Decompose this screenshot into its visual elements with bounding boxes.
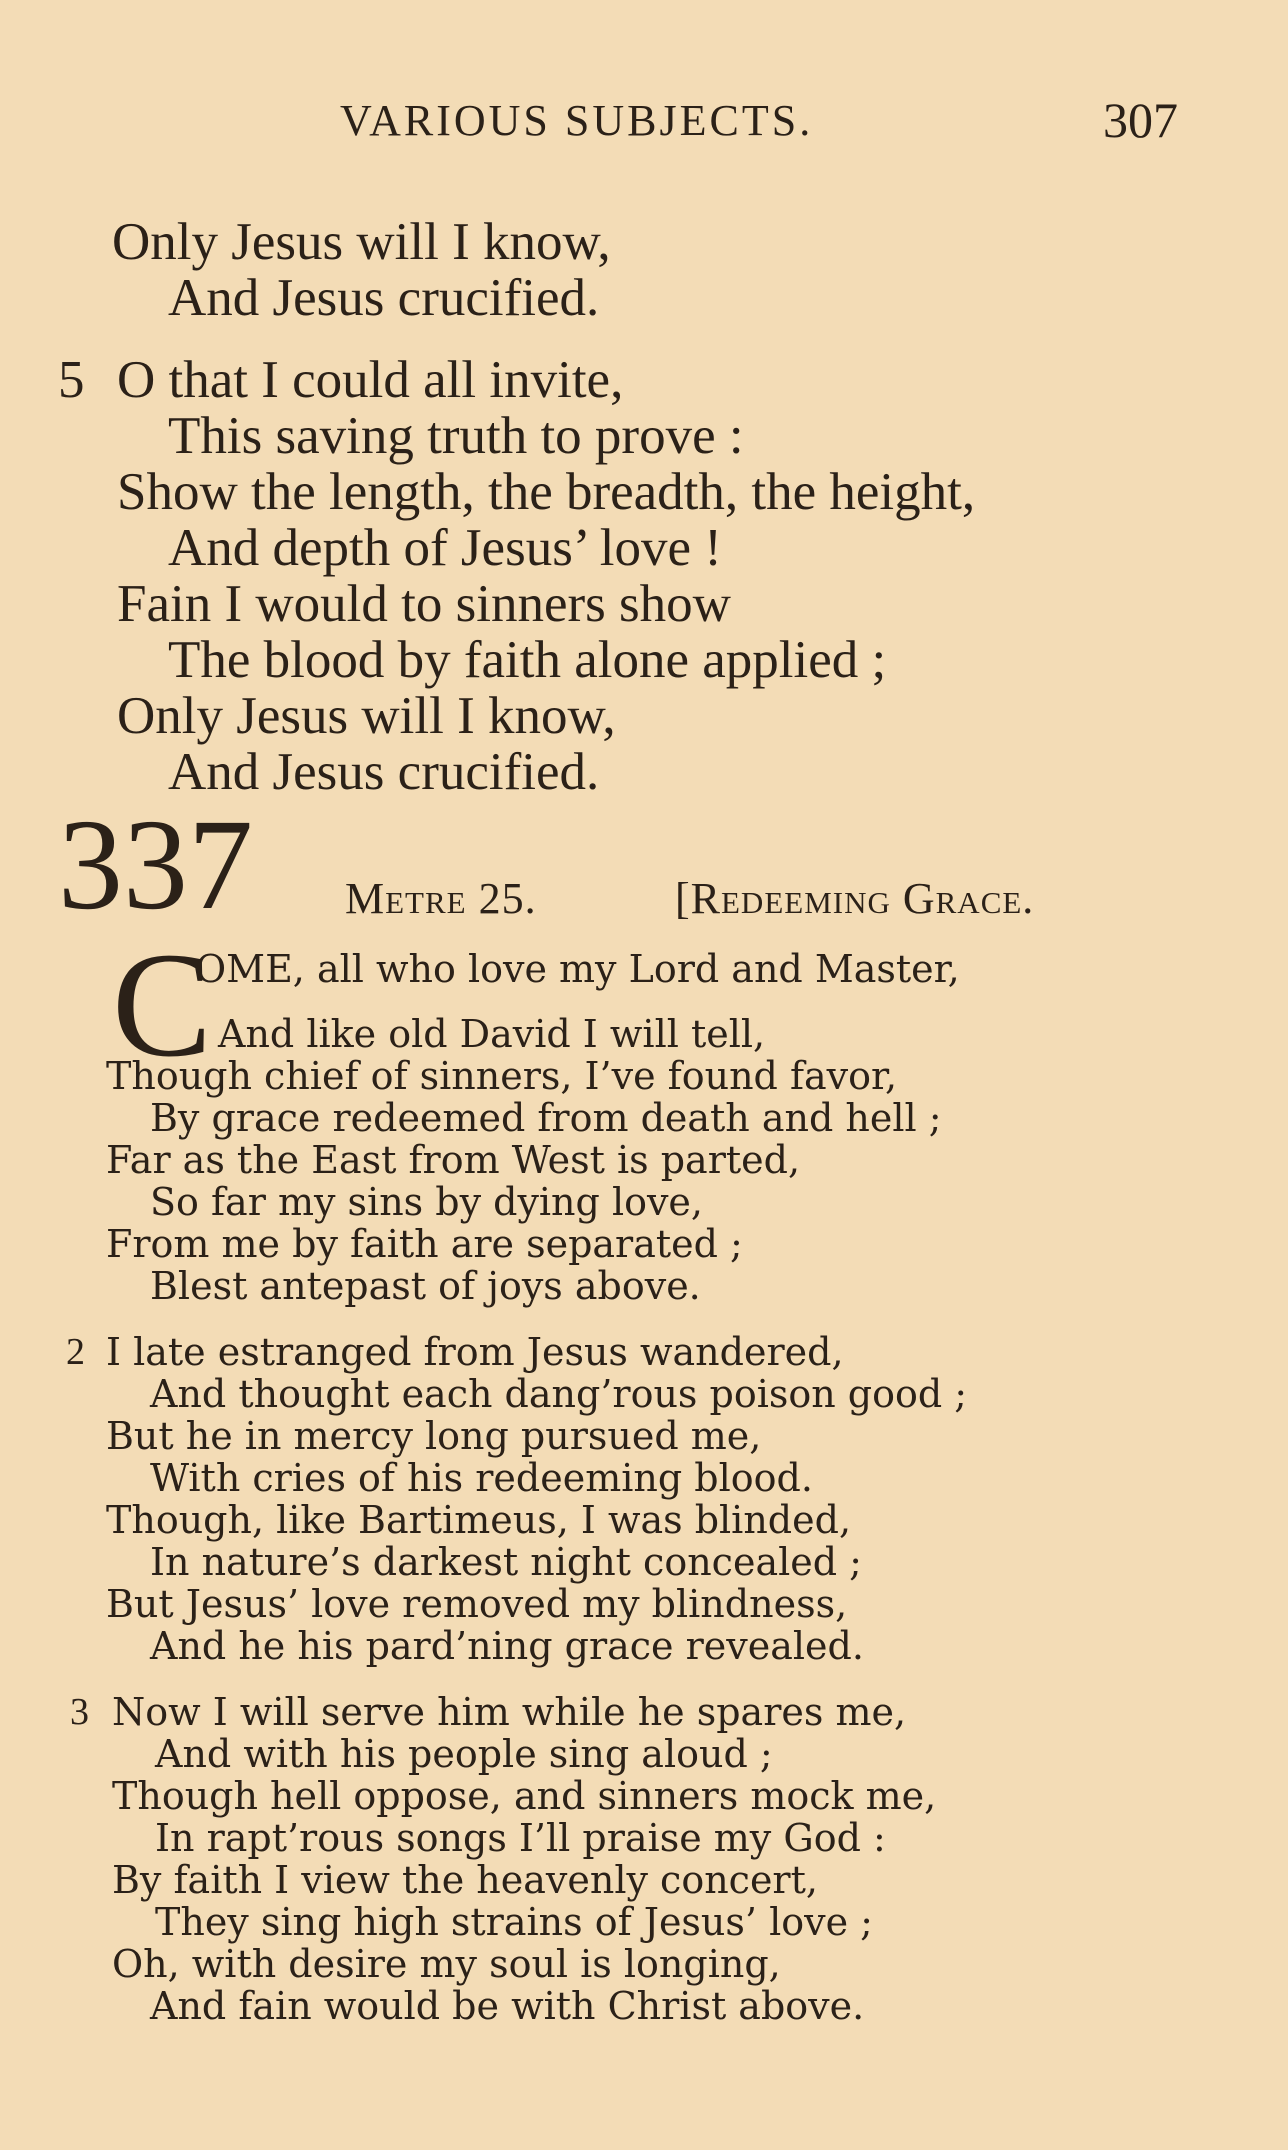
verse-line: So far my sins by dying love, bbox=[150, 1180, 704, 1224]
hymn-number: 337 bbox=[58, 793, 253, 937]
verse-line: But Jesus’ love removed my blindness, bbox=[106, 1582, 848, 1626]
verse-line: Only Jesus will I know, bbox=[112, 213, 611, 271]
verse-line: This saving truth to prove : bbox=[168, 407, 744, 465]
verse-line: And Jesus crucified. bbox=[168, 269, 600, 327]
verse-line: And depth of Jesus’ love ! bbox=[168, 519, 722, 577]
verse-line: Far as the East from West is parted, bbox=[106, 1138, 801, 1182]
verse-line: With cries of his redeeming blood. bbox=[150, 1456, 813, 1500]
verse-line: By grace redeemed from death and hell ; bbox=[150, 1096, 942, 1140]
verse-number: 3 bbox=[70, 1691, 89, 1733]
verse-line: Though chief of sinners, I’ve found favor, bbox=[106, 1054, 898, 1098]
verse-line: But he in mercy long pursued me, bbox=[106, 1414, 762, 1458]
verse-line: Though hell oppose, and sinners mock me, bbox=[112, 1774, 937, 1818]
metre-label: Metre 25. bbox=[345, 874, 537, 923]
verse-line: And like old David I will tell, bbox=[218, 1012, 766, 1056]
verse-line: Fain I would to sinners show bbox=[117, 575, 731, 633]
verse-line: By faith I view the heavenly concert, bbox=[112, 1858, 818, 1902]
verse-line: In rapt’rous songs I’ll praise my God : bbox=[155, 1816, 886, 1860]
verse-number: 5 bbox=[58, 351, 85, 409]
running-head: VARIOUS SUBJECTS. bbox=[340, 96, 814, 145]
verse-line: Oh, with desire my soul is longing, bbox=[112, 1942, 781, 1986]
verse-line: From me by faith are separated ; bbox=[106, 1222, 743, 1266]
page-number: 307 bbox=[1103, 92, 1178, 148]
verse-line: And Jesus crucified. bbox=[168, 743, 600, 801]
verse-line: O that I could all invite, bbox=[117, 351, 624, 409]
verse-line: OME, all who love my Lord and Master, bbox=[195, 947, 960, 991]
verse-line: Show the length, the breadth, the height, bbox=[117, 463, 976, 521]
subject-label: [Redeeming Grace. bbox=[675, 874, 1035, 923]
verse-number: 2 bbox=[66, 1331, 85, 1373]
verse-line: And he his pard’ning grace revealed. bbox=[150, 1624, 864, 1668]
verse-line: Though, like Bartimeus, I was blinded, bbox=[106, 1498, 852, 1542]
verse-line: They sing high strains of Jesus’ love ; bbox=[155, 1900, 873, 1944]
verse-line: And thought each dang’rous poison good ; bbox=[150, 1372, 968, 1416]
verse-line: In nature’s darkest night concealed ; bbox=[150, 1540, 862, 1584]
verse-line: Now I will serve him while he spares me, bbox=[112, 1690, 907, 1734]
verse-line: Blest antepast of joys above. bbox=[150, 1264, 701, 1308]
verse-line: And with his people sing aloud ; bbox=[155, 1732, 773, 1776]
verse-line: Only Jesus will I know, bbox=[117, 687, 616, 745]
verse-line: I late estranged from Jesus wandered, bbox=[106, 1330, 844, 1374]
verse-line: The blood by faith alone applied ; bbox=[168, 631, 887, 689]
verse-line: And fain would be with Christ above. bbox=[150, 1984, 865, 2028]
page-header bbox=[0, 92, 1288, 155]
drop-cap: C bbox=[112, 922, 213, 1088]
